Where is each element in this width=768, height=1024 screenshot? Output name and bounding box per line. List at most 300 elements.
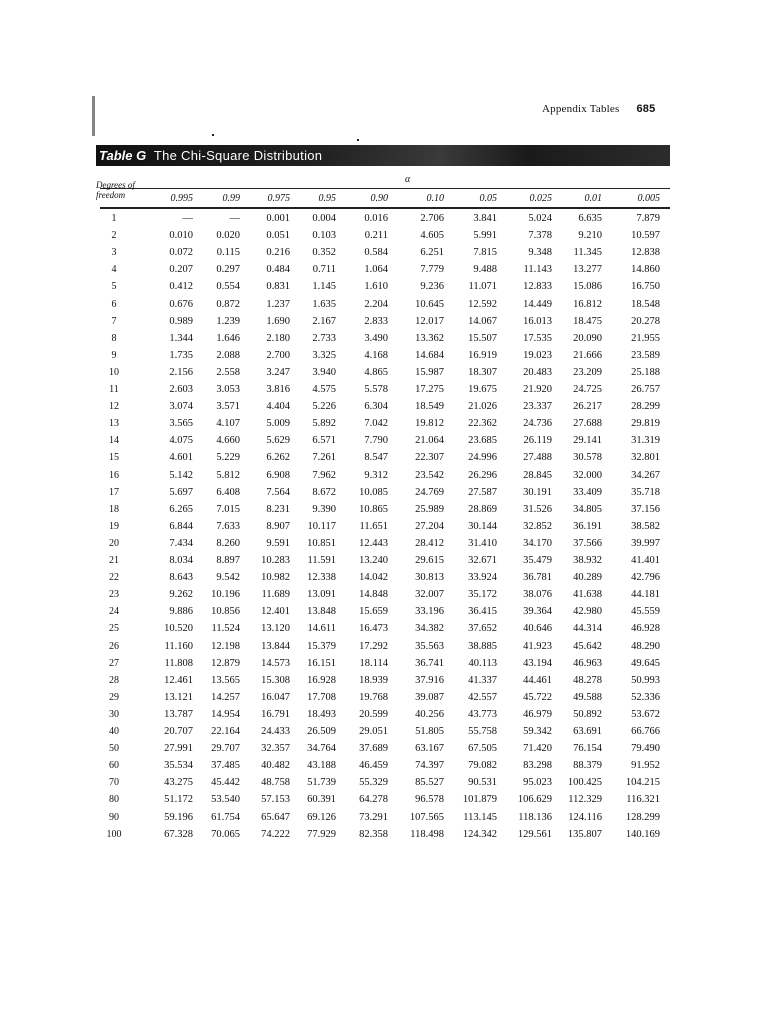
critical-value-cell: 29.051	[359, 726, 388, 737]
critical-value-cell: 12.838	[631, 247, 660, 259]
degrees-of-freedom-cell: 60	[109, 760, 119, 772]
critical-value-cell: 15.308	[261, 674, 290, 686]
table-row	[0, 829, 768, 846]
degrees-of-freedom-cell: 8	[111, 332, 117, 344]
critical-value-cell: 91.952	[631, 760, 660, 772]
critical-value-cell: 3.940	[312, 366, 336, 378]
table-row	[0, 692, 768, 709]
critical-value-cell: 28.845	[523, 469, 552, 481]
table-label: Table G	[99, 148, 147, 163]
critical-value-cell: 28.412	[415, 537, 444, 549]
critical-value-cell: 38.885	[468, 640, 497, 652]
critical-value-cell: 79.490	[631, 743, 660, 755]
critical-value-cell: 0.831	[266, 281, 290, 293]
table-row	[0, 777, 768, 794]
table-row	[0, 606, 768, 623]
critical-value-cell: 37.689	[359, 743, 388, 755]
critical-value-cell: 9.591	[266, 537, 290, 549]
critical-value-cell: 2.833	[364, 315, 388, 327]
critical-value-cell: 13.091	[307, 589, 336, 601]
critical-value-cell: 100.425	[567, 777, 602, 789]
critical-value-cell: 65.647	[261, 811, 290, 823]
critical-value-cell: 5.578	[364, 384, 388, 395]
critical-value-cell: 7.779	[420, 264, 444, 276]
critical-value-cell: 74.397	[415, 760, 444, 772]
critical-value-cell: 30.144	[468, 520, 497, 532]
table-row	[0, 401, 768, 418]
critical-value-cell: 16.013	[523, 315, 552, 327]
table-row	[0, 299, 768, 316]
critical-value-cell: 2.156	[169, 366, 193, 378]
critical-value-cell: 7.564	[266, 486, 290, 498]
critical-value-cell: 5.892	[312, 418, 336, 430]
critical-value-cell: 51.172	[164, 794, 193, 806]
critical-value-cell: 12.338	[307, 572, 336, 584]
degrees-of-freedom-cell: 50	[109, 743, 119, 755]
critical-value-cell: 2.700	[266, 349, 290, 361]
critical-value-cell: 6.304	[364, 401, 388, 413]
table-row	[0, 452, 768, 469]
critical-value-cell: 16.750	[631, 281, 660, 293]
degrees-of-freedom-cell: 9	[111, 349, 117, 361]
table-row	[0, 435, 768, 452]
critical-value-cell: 0.989	[169, 315, 193, 327]
critical-value-cell: 7.434	[169, 537, 193, 549]
critical-value-cell: 16.047	[261, 691, 290, 703]
critical-value-cell: 46.963	[573, 657, 602, 669]
critical-value-cell: 14.611	[307, 623, 336, 635]
critical-value-cell: 3.816	[266, 384, 290, 395]
critical-value-cell: 10.085	[359, 486, 388, 498]
critical-value-cell: 7.378	[528, 230, 552, 242]
critical-value-cell: 34.267	[631, 469, 660, 481]
critical-value-cell: 17.275	[415, 384, 444, 395]
critical-value-cell: 73.291	[359, 811, 388, 823]
table-row	[0, 794, 768, 811]
critical-value-cell: 0.010	[169, 230, 193, 242]
degrees-of-freedom-cell: 12	[109, 401, 119, 413]
critical-value-cell: 8.672	[312, 486, 336, 498]
column-header: 0.99	[222, 193, 240, 204]
degrees-of-freedom-cell: 23	[109, 589, 119, 601]
critical-value-cell: 34.170	[523, 537, 552, 549]
critical-value-cell: 4.660	[216, 435, 240, 447]
critical-value-cell: 45.642	[573, 640, 602, 652]
critical-value-cell: 27.991	[164, 743, 193, 755]
critical-value-cell: 4.601	[169, 452, 193, 464]
table-title: The Chi-Square Distribution	[153, 148, 323, 163]
critical-value-cell: 0.216	[266, 247, 290, 259]
critical-value-cell: 7.261	[312, 452, 336, 464]
critical-value-cell: 11.345	[573, 247, 602, 259]
critical-value-cell: 59.196	[164, 811, 193, 823]
table-row	[0, 555, 768, 572]
critical-value-cell: 36.781	[523, 572, 552, 584]
critical-value-cell: 7.879	[636, 213, 660, 224]
degrees-of-freedom-cell: 15	[109, 452, 119, 464]
critical-value-cell: 29.141	[573, 435, 602, 447]
critical-value-cell: 48.290	[631, 640, 660, 652]
critical-value-cell: 0.872	[216, 298, 240, 310]
column-header: 0.975	[267, 193, 290, 204]
critical-value-cell: 34.805	[573, 503, 602, 515]
critical-value-cell: 14.684	[415, 349, 444, 361]
critical-value-cell: 40.482	[261, 760, 290, 772]
critical-value-cell: 101.879	[462, 794, 497, 806]
critical-value-cell: 0.711	[312, 264, 336, 276]
critical-value-cell: 46.459	[359, 760, 388, 772]
critical-value-cell: 10.520	[164, 623, 193, 635]
critical-value-cell: 19.675	[468, 384, 497, 395]
degrees-of-freedom-cell: 19	[109, 520, 119, 532]
critical-value-cell: 37.485	[211, 760, 240, 772]
critical-value-cell: 71.420	[523, 743, 552, 755]
critical-value-cell: 0.001	[266, 213, 290, 224]
critical-value-cell: 4.404	[266, 401, 290, 413]
critical-value-cell: 32.007	[415, 589, 444, 601]
critical-value-cell: 12.879	[211, 657, 240, 669]
critical-value-cell: 21.026	[468, 401, 497, 413]
critical-value-cell: 14.067	[468, 315, 497, 327]
critical-value-cell: 40.646	[523, 623, 552, 635]
table-row	[0, 367, 768, 384]
critical-value-cell: 118.498	[410, 828, 444, 840]
degrees-of-freedom-cell: 29	[109, 691, 119, 703]
table-row	[0, 675, 768, 692]
critical-value-cell: 36.191	[573, 520, 602, 532]
critical-value-cell: 1.735	[169, 349, 193, 361]
critical-value-cell: 14.449	[523, 298, 552, 310]
critical-value-cell: 15.987	[415, 366, 444, 378]
critical-value-cell: 0.352	[312, 247, 336, 259]
critical-value-cell: 16.151	[307, 657, 336, 669]
critical-value-cell: 7.962	[312, 469, 336, 481]
critical-value-cell: 18.475	[573, 315, 602, 327]
column-header: 0.025	[529, 193, 552, 204]
critical-value-cell: 77.929	[307, 828, 336, 840]
critical-value-cell: 13.787	[164, 708, 193, 720]
critical-value-cell: 25.188	[631, 366, 660, 378]
critical-value-cell: 107.565	[409, 811, 444, 823]
critical-value-cell: 70.065	[211, 828, 240, 840]
critical-value-cell: 9.312	[364, 469, 388, 481]
critical-value-cell: 8.231	[266, 503, 290, 515]
critical-value-cell: 40.256	[415, 708, 444, 720]
critical-value-cell: 67.328	[164, 828, 193, 840]
critical-value-cell: 60.391	[307, 794, 336, 806]
critical-value-cell: 16.928	[307, 674, 336, 686]
table-row	[0, 333, 768, 350]
critical-value-cell: 20.483	[523, 366, 552, 378]
critical-value-cell: 20.278	[631, 315, 660, 327]
critical-value-cell: 113.145	[463, 811, 497, 823]
critical-value-cell: 30.813	[415, 572, 444, 584]
degrees-of-freedom-cell: 30	[109, 708, 119, 720]
critical-value-cell: 3.325	[312, 349, 336, 361]
critical-value-cell: 42.557	[468, 691, 497, 703]
critical-value-cell: 2.706	[420, 213, 444, 224]
critical-value-cell: 34.382	[415, 623, 444, 635]
critical-value-cell: 10.851	[307, 537, 336, 549]
critical-value-cell: 32.852	[523, 520, 552, 532]
scan-speck	[212, 134, 214, 136]
degrees-of-freedom-cell: 10	[109, 366, 119, 378]
critical-value-cell: 7.815	[473, 247, 497, 259]
critical-value-cell: 3.247	[266, 366, 290, 378]
critical-value-cell: 10.196	[211, 589, 240, 601]
critical-value-cell: 35.718	[631, 486, 660, 498]
header-top-rule	[100, 188, 670, 189]
critical-value-cell: 4.075	[169, 435, 193, 447]
critical-value-cell: 4.605	[420, 230, 444, 242]
critical-value-cell: 42.796	[631, 572, 660, 584]
critical-value-cell: 5.229	[216, 452, 240, 464]
critical-value-cell: 95.023	[523, 777, 552, 789]
critical-value-cell: 23.589	[631, 349, 660, 361]
critical-value-cell: 26.509	[307, 726, 336, 737]
critical-value-cell: 2.733	[312, 332, 336, 344]
column-header: 0.995	[170, 193, 193, 204]
critical-value-cell: 104.215	[625, 777, 660, 789]
critical-value-cell: 12.198	[211, 640, 240, 652]
table-row	[0, 572, 768, 589]
critical-value-cell: 11.143	[523, 264, 552, 276]
critical-value-cell: 129.561	[517, 828, 552, 840]
critical-value-cell: 29.707	[211, 743, 240, 755]
critical-value-cell: 14.042	[359, 572, 388, 584]
critical-value-cell: 0.676	[169, 298, 193, 310]
critical-value-cell: 13.844	[261, 640, 290, 652]
critical-value-cell: 27.587	[468, 486, 497, 498]
critical-value-cell: 31.319	[631, 435, 660, 447]
degrees-of-freedom-cell: 20	[109, 537, 119, 549]
critical-value-cell: 135.807	[567, 828, 602, 840]
critical-value-cell: 43.773	[468, 708, 497, 720]
critical-value-cell: 76.154	[573, 743, 602, 755]
degrees-of-freedom-cell: 2	[111, 230, 117, 242]
scan-edge-mark	[92, 96, 95, 136]
critical-value-cell: 4.107	[216, 418, 240, 430]
table-row	[0, 641, 768, 658]
critical-value-cell: 3.571	[216, 401, 240, 413]
critical-value-cell: 1.646	[216, 332, 240, 344]
critical-value-cell: 44.181	[631, 589, 660, 601]
critical-value-cell: 34.764	[307, 743, 336, 755]
degrees-of-freedom-cell: 70	[109, 777, 119, 789]
critical-value-cell: 6.844	[169, 520, 193, 532]
critical-value-cell: 13.362	[415, 332, 444, 344]
table-row	[0, 230, 768, 247]
critical-value-cell: 2.603	[169, 384, 193, 395]
critical-value-cell: 30.191	[523, 486, 552, 498]
critical-value-cell: 9.542	[216, 572, 240, 584]
degrees-of-freedom-cell: 18	[109, 503, 119, 515]
table-row	[0, 743, 768, 760]
table-row	[0, 589, 768, 606]
critical-value-cell: 67.505	[468, 743, 497, 755]
degrees-of-freedom-cell: 17	[109, 486, 119, 498]
critical-value-cell: 12.017	[415, 315, 444, 327]
degrees-of-freedom-cell: 14	[109, 435, 119, 447]
critical-value-cell: 23.209	[573, 366, 602, 378]
critical-value-cell: 10.645	[415, 298, 444, 310]
critical-value-cell: 82.358	[359, 828, 388, 840]
critical-value-cell: 33.924	[468, 572, 497, 584]
critical-value-cell: 18.114	[359, 657, 388, 669]
critical-value-cell: 9.262	[169, 589, 193, 601]
critical-value-cell: 3.053	[216, 384, 240, 395]
critical-value-cell: 90.531	[468, 777, 497, 789]
column-header: 0.01	[584, 193, 602, 204]
degrees-of-freedom-cell: 1	[111, 213, 117, 224]
degrees-of-freedom-cell: 24	[109, 606, 119, 618]
column-header: 0.10	[426, 193, 444, 204]
critical-value-cell: 116.321	[626, 794, 660, 806]
critical-value-cell: 69.126	[307, 811, 336, 823]
table-row	[0, 247, 768, 264]
critical-value-cell: 5.142	[169, 469, 193, 481]
critical-value-cell: 25.989	[415, 503, 444, 515]
critical-value-cell: 11.689	[261, 589, 290, 601]
critical-value-cell: 27.204	[415, 520, 444, 532]
running-header	[542, 103, 655, 115]
critical-value-cell: 32.801	[631, 452, 660, 464]
critical-value-cell: 10.117	[307, 520, 336, 532]
critical-value-cell: 21.666	[573, 349, 602, 361]
critical-value-cell: 24.433	[261, 726, 290, 737]
table-row	[0, 812, 768, 829]
critical-value-cell: 30.578	[573, 452, 602, 464]
critical-value-cell: 0.554	[216, 281, 240, 293]
critical-value-cell: 11.160	[164, 640, 193, 652]
critical-value-cell: 79.082	[468, 760, 497, 772]
critical-value-cell: 2.167	[312, 315, 336, 327]
critical-value-cell: 35.479	[523, 555, 552, 566]
critical-value-cell: 8.897	[216, 555, 240, 566]
critical-value-cell: 13.240	[359, 555, 388, 566]
critical-value-cell: 106.629	[517, 794, 552, 806]
degrees-of-freedom-cell: 80	[109, 794, 119, 806]
critical-value-cell: 10.865	[359, 503, 388, 515]
critical-value-cell: 61.754	[211, 811, 240, 823]
critical-value-cell: 13.121	[164, 691, 193, 703]
critical-value-cell: 6.635	[578, 213, 602, 224]
critical-value-cell: 28.299	[631, 401, 660, 413]
critical-value-cell: 6.262	[266, 452, 290, 464]
critical-value-cell: 36.741	[415, 657, 444, 669]
critical-value-cell: 59.342	[523, 726, 552, 737]
header-bottom-rule	[100, 207, 670, 209]
critical-value-cell: 27.488	[523, 452, 552, 464]
critical-value-cell: 35.172	[468, 589, 497, 601]
critical-value-cell: 39.997	[631, 537, 660, 549]
critical-value-cell: 41.923	[523, 640, 552, 652]
critical-value-cell: 29.819	[631, 418, 660, 430]
critical-value-cell: 45.722	[523, 691, 552, 703]
degrees-of-freedom-cell: 21	[109, 555, 119, 566]
critical-value-cell: 3.841	[473, 213, 497, 224]
critical-value-cell: 6.571	[312, 435, 336, 447]
critical-value-cell: 35.534	[164, 760, 193, 772]
critical-value-cell: 8.260	[216, 537, 240, 549]
critical-value-cell: 12.461	[164, 674, 193, 686]
table-row	[0, 760, 768, 777]
critical-value-cell: 51.805	[415, 726, 444, 737]
critical-value-cell: 1.145	[312, 281, 336, 293]
critical-value-cell: 40.289	[573, 572, 602, 584]
critical-value-cell: —	[229, 213, 240, 224]
degrees-of-freedom-cell: 13	[109, 418, 119, 430]
table-row	[0, 470, 768, 487]
critical-value-cell: 9.886	[169, 606, 193, 618]
critical-value-cell: 26.119	[523, 435, 552, 447]
critical-value-cell: 140.169	[625, 828, 660, 840]
critical-value-cell: 9.348	[528, 247, 552, 259]
critical-value-cell: 32.357	[261, 743, 290, 755]
critical-value-cell: 5.629	[266, 435, 290, 447]
critical-value-cell: 37.566	[573, 537, 602, 549]
column-header: 0.005	[637, 193, 660, 204]
critical-value-cell: 15.507	[468, 332, 497, 344]
critical-value-cell: 16.791	[261, 708, 290, 720]
critical-value-cell: 1.064	[364, 264, 388, 276]
critical-value-cell: 18.939	[359, 674, 388, 686]
critical-value-cell: 12.833	[523, 281, 552, 293]
critical-value-cell: 2.088	[216, 349, 240, 361]
critical-value-cell: 5.009	[266, 418, 290, 430]
critical-value-cell: 10.597	[631, 230, 660, 242]
critical-value-cell: 7.015	[216, 503, 240, 515]
critical-value-cell: 53.672	[631, 708, 660, 720]
critical-value-cell: 1.239	[216, 315, 240, 327]
critical-value-cell: 24.725	[573, 384, 602, 395]
critical-value-cell: 9.236	[420, 281, 444, 293]
critical-value-cell: 1.344	[169, 332, 193, 344]
degrees-of-freedom-cell: 90	[109, 811, 119, 823]
critical-value-cell: 44.461	[523, 674, 552, 686]
critical-value-cell: 124.342	[462, 828, 497, 840]
degrees-of-freedom-cell: 26	[109, 640, 119, 652]
critical-value-cell: 0.412	[169, 281, 193, 293]
critical-value-cell: 0.297	[216, 264, 240, 276]
critical-value-cell: 29.615	[415, 555, 444, 566]
table-row	[0, 384, 768, 401]
critical-value-cell: 20.599	[359, 708, 388, 720]
table-row	[0, 538, 768, 555]
critical-value-cell: 17.708	[307, 691, 336, 703]
critical-value-cell: 7.790	[364, 435, 388, 447]
critical-value-cell: 9.390	[312, 503, 336, 515]
critical-value-cell: 9.210	[578, 230, 602, 242]
critical-value-cell: 0.020	[216, 230, 240, 242]
critical-value-cell: 63.167	[415, 743, 444, 755]
critical-value-cell: 6.408	[216, 486, 240, 498]
column-header: 0.90	[370, 193, 388, 204]
critical-value-cell: 36.415	[468, 606, 497, 618]
degrees-of-freedom-cell: 27	[109, 657, 119, 669]
critical-value-cell: 4.865	[364, 366, 388, 378]
critical-value-cell: 14.954	[211, 708, 240, 720]
critical-value-cell: 26.217	[573, 401, 602, 413]
degrees-of-freedom-heading	[96, 180, 135, 200]
table-row	[0, 418, 768, 435]
critical-value-cell: 14.860	[631, 264, 660, 276]
critical-value-cell: 50.993	[631, 674, 660, 686]
table-row	[0, 350, 768, 367]
critical-value-cell: 24.996	[468, 452, 497, 464]
critical-value-cell: 38.076	[523, 589, 552, 601]
critical-value-cell: 3.565	[169, 418, 193, 430]
